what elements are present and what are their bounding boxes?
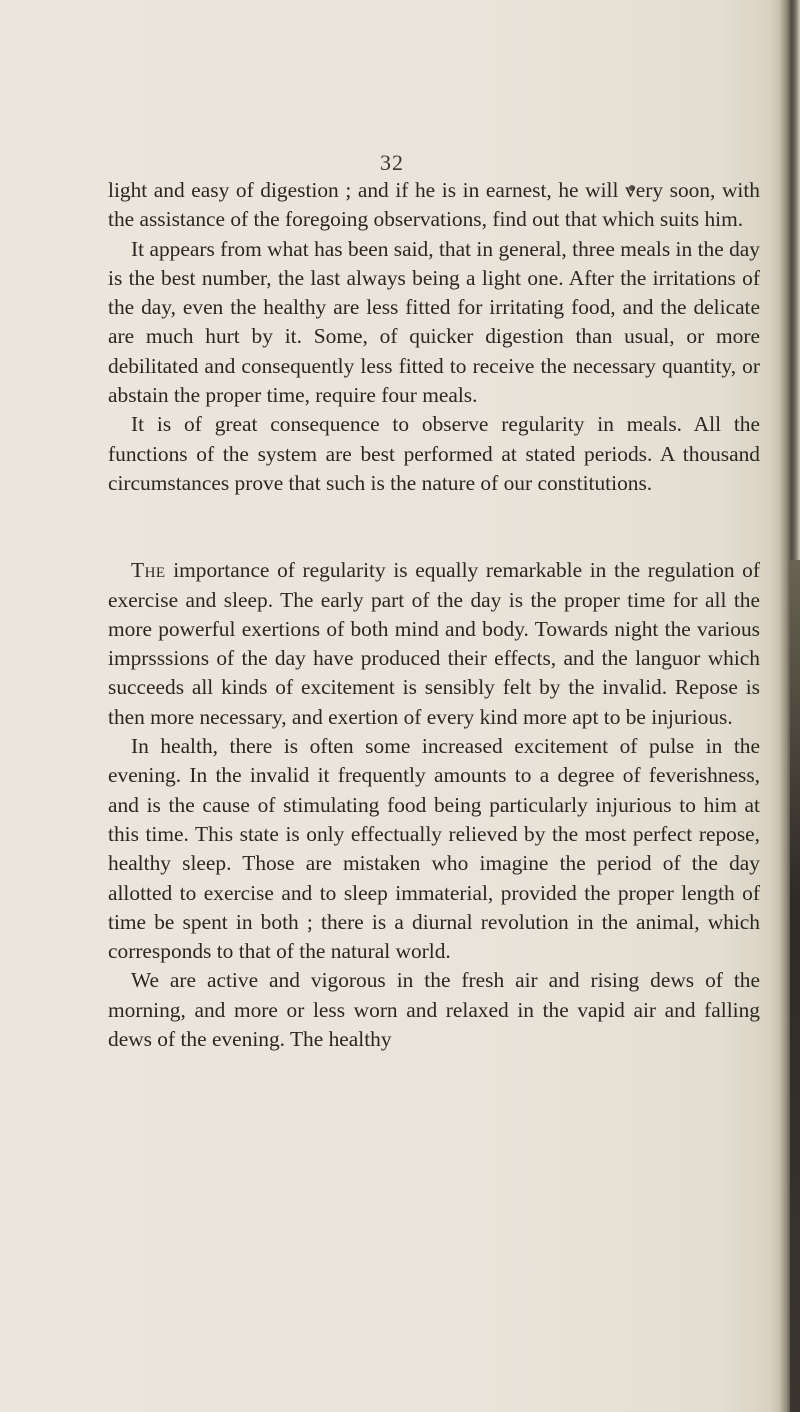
page-number: 32: [380, 150, 404, 175]
paragraph-digestion: light and easy of digestion ; and if he is in earnest, he will very soon, with the assistance of the foregoing observations, find out that which suits him.: [108, 178, 760, 232]
section-exercise-sleep: [108, 556, 760, 1054]
paragraph-morning-evening: We are active and vigorous in the fresh air and rising dews of the morning, and more or less worn and relaxed in the vapid air and falling dews of the evening. The healthy: [108, 968, 760, 1052]
lead-word: The: [131, 558, 166, 583]
paragraph-three-meals: It appears from what has been said, that in general, three meals in the day is the best number, the last always being a light one. After the irritations of the day, even the healthy are less fitted for irritating food, and the delicate are much hurt by it. Some, of quicker digestion than usual, or more debilitated and consequently less fitted to receive the necessary quantity, or abstain the proper time, require four meals.: [108, 236, 760, 408]
body-text: [108, 176, 760, 1054]
paragraph-importance-regularity-text: importance of regularity is equally remarkable in the regulation of exercise and sleep. The early part of the day is the proper time for all the more powerful exertions of both mind and body. Towards night the various imprsssions of the day have produced their effects, and the languor which succeeds all kinds of excitement is sensibly felt by the invalid. Repose is then more necessary, and exertion of every kind more apt to be injurious.: [108, 558, 760, 729]
paragraph-regularity-meals: It is of great consequence to observe regularity in meals. All the functions of the system are best performed at stated periods. A thousand circumstances prove that such is the nature of our constitutions.: [108, 412, 760, 495]
page-edge-dark-strip: [790, 560, 800, 1412]
paragraph-health-evening: In health, there is often some increased excitement of pulse in the evening. In the invalid it frequently amounts to a degree of feverishness, and is the cause of stimulating food being particularly injurious to him at this time. This state is only effectually relieved by the most perfect repose, healthy sleep. Those are mistaken who imagine the period of the day allotted to exercise and to sleep immaterial, provided the proper length of time be spent in both ; there is a diurnal revolution in the animal, which corresponds to that of the natural world.: [108, 734, 760, 964]
paragraph-importance-regularity: [108, 556, 760, 732]
section-gap: [108, 498, 760, 556]
section-meals: [108, 176, 760, 498]
